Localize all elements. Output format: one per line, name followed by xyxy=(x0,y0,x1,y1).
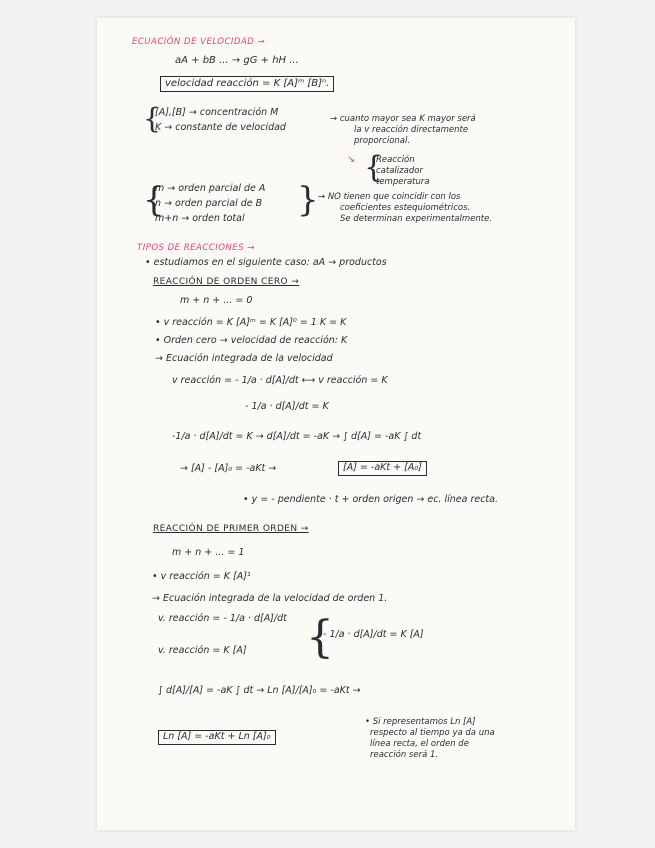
first-order-heading: REACCIÓN DE PRIMER ORDEN → xyxy=(153,524,309,534)
zero-order-eq-1: v reacción = - 1/a · d[A]/dt ⟷ v reacción = K xyxy=(172,375,388,386)
order-m: m → orden parcial de A xyxy=(155,183,266,194)
k-factor-2: catalizador xyxy=(376,166,423,176)
zero-order-result-box: [A] = -aKt + [A₀] xyxy=(338,461,427,476)
zero-order-eq-2: - 1/a · d[A]/dt = K xyxy=(245,401,329,412)
first-order-note-1: • Si representamos Ln [A] xyxy=(365,717,476,727)
zero-order-eq-4: → [A] - [A]₀ = -aKt → xyxy=(180,463,277,474)
first-order-eq-4: ∫ d[A]/[A] = -aK ∫ dt → Ln [A]/[A]₀ = -aKt → xyxy=(158,685,361,696)
intro-line: • estudiamos en el siguiente caso: aA → productos xyxy=(145,257,387,268)
section-title-velocity-equation: ECUACIÓN DE VELOCIDAD → xyxy=(132,37,266,47)
brace-left: { xyxy=(306,612,334,663)
section-title-reaction-types: TIPOS DE REACCIONES → xyxy=(137,243,255,253)
k-note-line-1: → cuanto mayor sea K mayor será xyxy=(330,114,476,124)
first-order-note-2: respecto al tiempo ya da una xyxy=(370,728,495,738)
orders-note-2: coeficientes estequiométricos. xyxy=(340,203,471,213)
arrow-icon: ↘ xyxy=(347,154,355,165)
first-order-note-4: reacción será 1. xyxy=(370,750,439,760)
first-order-note-3: línea recta, el orden de xyxy=(370,739,469,749)
zero-order-integrated-title: → Ecuación integrada de la velocidad xyxy=(155,353,333,364)
order-n: n → orden parcial de B xyxy=(155,198,263,209)
first-order-eq-2: v. reacción = K [A] xyxy=(158,645,247,656)
first-order-rate: • v reacción = K [A]¹ xyxy=(152,571,251,582)
first-order-eq-1: v. reacción = - 1/a · d[A]/dt xyxy=(158,613,287,624)
zero-order-velocity: • Orden cero → velocidad de reacción: K xyxy=(155,335,348,346)
notebook-page xyxy=(97,18,575,830)
concentration-line: [A],[B] → concentración M xyxy=(155,107,279,118)
zero-order-eq-3: -1/a · d[A]/dt = K → d[A]/dt = -aK → ∫ d[A] = -aK ∫ dt xyxy=(172,431,422,442)
k-note-line-3: proporcional. xyxy=(354,136,411,146)
zero-order-line-note: • y = - pendiente · t + orden origen → ec. línea recta. xyxy=(243,494,498,505)
zero-order-sum: m + n + ... = 0 xyxy=(180,295,253,306)
zero-order-rate: • v reacción = K [A]ᵐ = K [A]⁰ = 1 K = K xyxy=(155,317,347,328)
brace-left: { xyxy=(143,180,165,220)
brace-left: { xyxy=(364,150,384,185)
brace-right: } xyxy=(297,180,319,220)
k-factor-3: temperatura xyxy=(376,177,430,187)
k-constant-line: K → constante de velocidad xyxy=(155,122,286,133)
brace-left: { xyxy=(143,102,161,135)
orders-note-1: → NO tienen que coincidir con los xyxy=(318,192,461,202)
first-order-sum: m + n + ... = 1 xyxy=(172,547,245,558)
first-order-result-box: Ln [A] = -aKt + Ln [A]₀ xyxy=(158,730,276,745)
rate-equation-box: velocidad reacción = K [A]ᵐ [B]ⁿ. xyxy=(160,76,334,92)
orders-note-3: Se determinan experimentalmente. xyxy=(340,214,493,224)
first-order-integrated-title: → Ecuación integrada de la velocidad de orden 1. xyxy=(152,593,388,604)
k-note-line-2: la v reacción directamente xyxy=(354,125,469,135)
k-factor-1: Reacción xyxy=(376,155,415,165)
zero-order-heading: REACCIÓN DE ORDEN CERO → xyxy=(153,277,300,287)
first-order-eq-3: - 1/a · d[A]/dt = K [A] xyxy=(323,629,424,640)
general-reaction: aA + bB ... → gG + hH ... xyxy=(175,55,299,66)
order-total: m+n → orden total xyxy=(155,213,245,224)
